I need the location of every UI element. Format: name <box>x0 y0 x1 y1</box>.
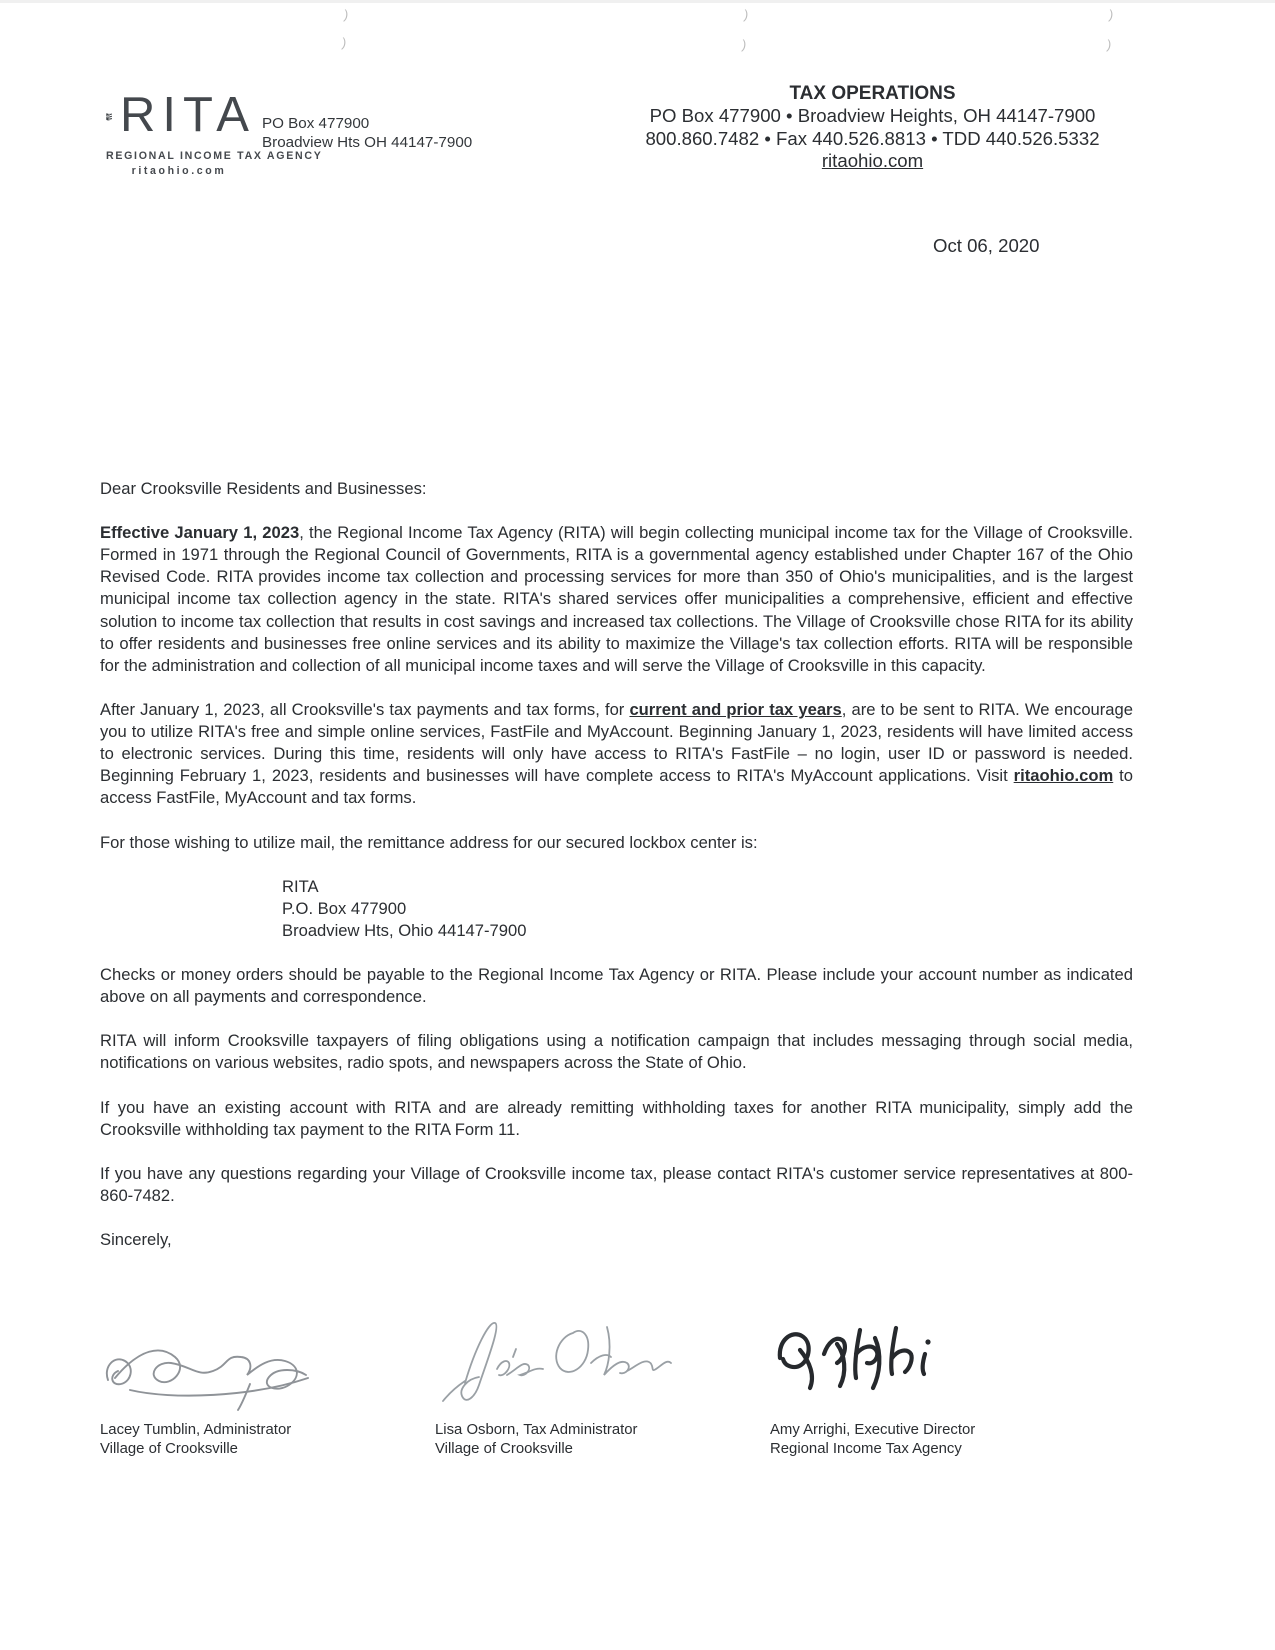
paragraph-effective-date: Effective January 1, 2023, the Regional Income Tax Agency (RITA) will begin collecting municipal income tax for the Village of Crooksville. Formed in 1971 through the Regional Council of Governments, RITA is a governmental agency established under Chapter 167 of the Ohio Revised Code. RITA provides income tax collection and processing services for more than 350 of Ohio's municipalities, and is the largest municipal income tax collection agency in the state. RITA's shared services offer municipalities a comprehensive, efficient and effective solution to income tax collection that results in cost savings and increased tax collections. The Village of Crooksville chose RITA for its ability to offer residents and businesses free online services and its ability to maximize the Village's tax collection efforts. RITA will be responsible for the administration and collection of all municipal income taxes and will serve the Village of Crooksville in this capacity. <box>100 523 1133 675</box>
signer-org: Regional Income Tax Agency <box>770 1441 962 1457</box>
header-title: TAX OPERATIONS <box>789 83 956 104</box>
signer-name: Lacey Tumblin, Administrator <box>100 1422 292 1438</box>
signer-org: Village of Crooksville <box>435 1441 573 1457</box>
lockbox-line2: P.O. Box 477900 <box>282 898 407 918</box>
scan-artifact: ) <box>342 6 350 23</box>
paragraph-existing-account: If you have an existing account with RITA and are already remitting withholding taxes for another RITA municipality, simply add the Crooksville withholding tax payment to the RITA Form 11. <box>100 1097 1133 1139</box>
scan-artifact: ) <box>1105 36 1113 53</box>
paragraph-mail-intro: For those wishing to utilize mail, the remittance address for our secured lockbox center is: <box>100 832 758 852</box>
signer-name: Amy Arrighi, Executive Director <box>770 1422 976 1438</box>
header-phones: 800.860.7482 • Fax 440.526.8813 • TDD 440.526.5332 <box>645 127 1100 149</box>
signature-lisa-osborn <box>435 1305 765 1415</box>
scan-artifact: ) <box>1107 6 1115 23</box>
paragraph-payments: After January 1, 2023, all Crooksville's tax payments and tax forms, for current and prior tax years, are to be sent to RITA. We encourage you to utilize RITA's free and simple online services, FastFile and MyAccount. Beginning January 1, 2023, residents will have limited access to electronic services. During this time, residents will only have access to RITA's FastFile – no login, user ID or password is needed. Beginning February 1, 2023, residents and businesses will have complete access to RITA's MyAccount applications. Visit ritaohio.com to access FastFile, MyAccount and tax forms. <box>100 699 1133 808</box>
header-address: PO Box 477900 • Broadview Heights, OH 44147-7900 <box>649 105 1096 127</box>
letter-body <box>100 478 1133 1273</box>
signer-block-1 <box>100 1421 430 1459</box>
effective-date-bold: Effective January 1, 2023 <box>100 523 300 543</box>
header-website-link: ritaohio.com <box>821 150 924 172</box>
lacey-tumblin-signature-icon <box>100 1328 330 1416</box>
lockbox-line3: Broadview Hts, Ohio 44147-7900 <box>282 920 527 940</box>
paragraph-questions: If you have any questions regarding your Village of Crooksville income tax, please contact RITA's customer service representatives at 800-860-7482. <box>100 1163 1133 1205</box>
closing: Sincerely, <box>100 1230 172 1250</box>
signature-lacey-tumblin <box>100 1328 430 1416</box>
letter-date: Oct 06, 2020 <box>933 235 1040 256</box>
rita-book-icon <box>106 86 112 148</box>
logo-tagline: REGIONAL INCOME TAX AGENCY <box>106 150 323 162</box>
salutation: Dear Crooksville Residents and Businesses: <box>100 479 427 498</box>
paragraph-checks: Checks or money orders should be payable to the Regional Income Tax Agency or RITA. Please include your account number as indicated above on all payments and correspondence. <box>100 965 1133 1007</box>
logo-acronym: RITA <box>120 88 256 142</box>
letterhead-address-line2: Broadview Hts OH 44147-7900 <box>262 134 473 151</box>
letterhead-address <box>262 114 472 152</box>
letterhead-address-line1: PO Box 477900 <box>262 115 370 132</box>
signer-org: Village of Crooksville <box>100 1441 238 1457</box>
signature-amy-arrighi <box>770 1312 1100 1404</box>
signer-block-2 <box>435 1421 765 1459</box>
signer-name: Lisa Osborn, Tax Administrator <box>435 1422 638 1438</box>
scan-artifact: ) <box>340 34 348 51</box>
current-prior-years-emphasis: current and prior tax years <box>629 699 842 719</box>
scan-artifact: ) <box>740 36 748 53</box>
lockbox-address <box>282 876 1133 942</box>
lockbox-line1: RITA <box>282 876 319 896</box>
tax-operations-header <box>565 83 1180 173</box>
amy-arrighi-signature-icon <box>770 1312 955 1404</box>
logo-website: ritaohio.com <box>131 165 227 177</box>
paragraph-notification: RITA will inform Crooksville taxpayers of filing obligations using a notification campaign that includes messaging through social media, notifications on various websites, radio spots, and newspapers across the State of Ohio. <box>100 1031 1133 1073</box>
lisa-osborn-signature-icon <box>435 1305 673 1415</box>
signer-block-3 <box>770 1421 1100 1459</box>
scan-artifact: ) <box>742 6 750 23</box>
scan-edge-shadow <box>0 0 1275 3</box>
ritaohio-link: ritaohio.com <box>1013 766 1114 786</box>
